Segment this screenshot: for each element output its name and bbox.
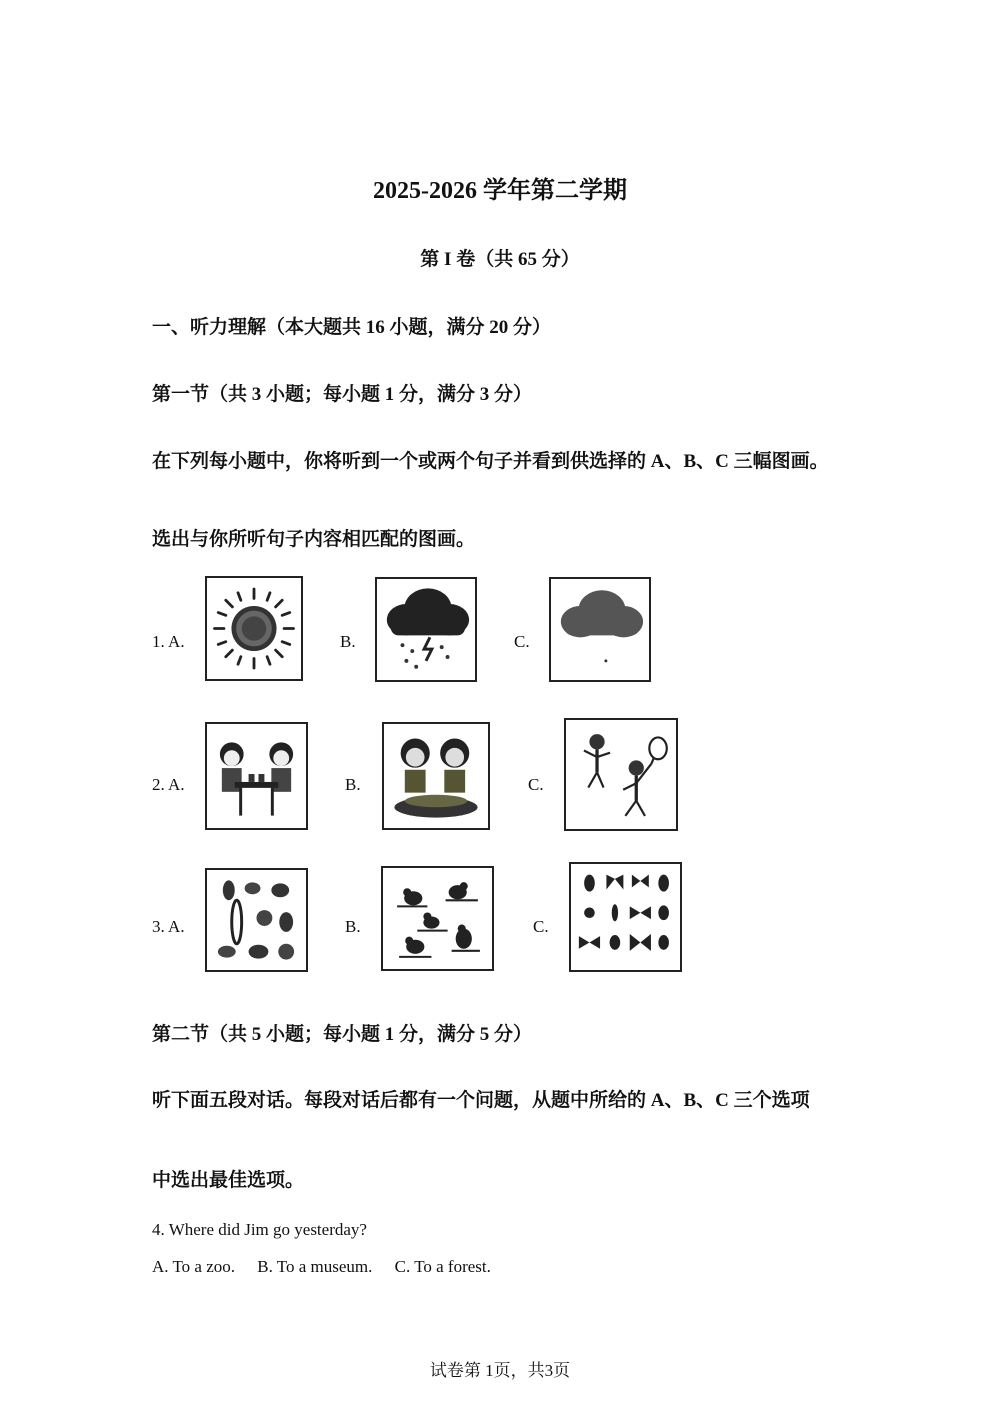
cloud-picture (549, 577, 651, 682)
cloud-icon (551, 579, 649, 680)
picnic-icon (384, 724, 488, 828)
sun-icon (207, 578, 301, 679)
section2-instruction-line1: 听下面五段对话。每段对话后都有一个问题，从题中所给的 A、B、C 三个选项 (152, 1090, 810, 1111)
section1-instruction-line1: 在下列每小题中，你将听到一个或两个句子并看到供选择的 A、B、C 三幅图画。 (152, 451, 829, 472)
sun-picture (205, 576, 303, 681)
q2-option-b: B. (345, 775, 361, 794)
children-at-table-picture (205, 722, 308, 830)
question-4-stem: 4. Where did Jim go yesterday? (152, 1220, 367, 1239)
children-playing-badminton-picture (564, 718, 678, 831)
part1-heading: 一、听力理解（本大题共 16 小题，满分 20 分） (152, 317, 552, 338)
q3-option-c: C. (533, 917, 549, 936)
vegetables-icon (207, 870, 306, 970)
q2-option-c: C. (528, 775, 544, 794)
vegetables-picture (205, 868, 308, 972)
rain-cloud-picture (375, 577, 477, 682)
birds-picture (381, 866, 494, 971)
badminton-icon (566, 720, 676, 829)
section2-heading: 第二节（共 5 小题；每小题 1 分，满分 5 分） (152, 1024, 533, 1045)
volume-heading: 第 I 卷（共 65 分） (420, 249, 580, 270)
section1-heading: 第一节（共 3 小题；每小题 1 分，满分 3 分） (152, 384, 533, 405)
q1-label: 1. A. (152, 632, 185, 651)
exam-title: 2025-2026 学年第二学期 (373, 178, 627, 204)
section1-instruction-line2: 选出与你所听句子内容相匹配的图画。 (152, 529, 476, 550)
insects-icon (571, 864, 680, 970)
q2-label: 2. A. (152, 775, 185, 794)
q4-option-b: B. To a museum. (257, 1257, 373, 1276)
birds-icon (383, 868, 492, 969)
question-4-options (152, 1257, 509, 1277)
q1-option-c: C. (514, 632, 530, 651)
q4-option-a: A. To a zoo. (152, 1257, 236, 1276)
insects-picture (569, 862, 682, 972)
page-footer: 试卷第 1页，共3页 (429, 1361, 571, 1380)
q1-option-b: B. (340, 632, 356, 651)
storm-cloud-icon (377, 579, 475, 680)
q4-option-c: C. To a forest. (394, 1257, 491, 1276)
children-eating-icon (207, 724, 306, 828)
q3-option-b: B. (345, 917, 361, 936)
q3-label: 3. A. (152, 917, 185, 936)
section2-instruction-line2: 中选出最佳选项。 (152, 1170, 305, 1191)
children-picnic-picture (382, 722, 490, 830)
